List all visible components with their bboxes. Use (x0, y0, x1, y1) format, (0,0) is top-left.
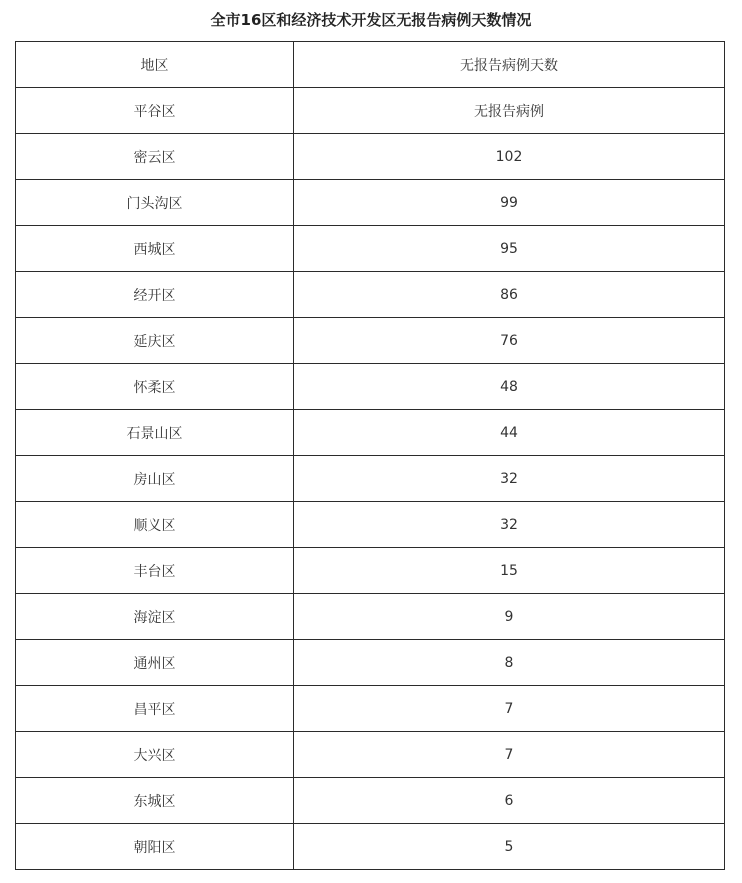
table-row (16, 226, 725, 272)
table-row (16, 180, 725, 226)
table-row (16, 778, 725, 824)
district-cell: 延庆区 (16, 318, 294, 364)
days-cell: 32 (294, 456, 725, 502)
days-cell: 8 (294, 640, 725, 686)
data-table (15, 41, 725, 870)
days-cell: 7 (294, 732, 725, 778)
days-cell: 95 (294, 226, 725, 272)
days-cell: 32 (294, 502, 725, 548)
district-cell: 密云区 (16, 134, 294, 180)
district-cell: 东城区 (16, 778, 294, 824)
table-row (16, 88, 725, 134)
days-cell: 9 (294, 594, 725, 640)
table-row (16, 640, 725, 686)
days-cell: 86 (294, 272, 725, 318)
table-header-row (16, 42, 725, 88)
days-cell: 6 (294, 778, 725, 824)
table-row (16, 364, 725, 410)
table-row (16, 594, 725, 640)
district-cell: 朝阳区 (16, 824, 294, 870)
table-row (16, 548, 725, 594)
header-days: 无报告病例天数 (294, 42, 725, 88)
days-cell: 48 (294, 364, 725, 410)
days-cell: 44 (294, 410, 725, 456)
district-cell: 大兴区 (16, 732, 294, 778)
district-cell: 通州区 (16, 640, 294, 686)
table-row (16, 272, 725, 318)
district-cell: 西城区 (16, 226, 294, 272)
table-row (16, 502, 725, 548)
days-cell: 无报告病例 (294, 88, 725, 134)
days-cell: 99 (294, 180, 725, 226)
district-cell: 顺义区 (16, 502, 294, 548)
table-row (16, 686, 725, 732)
header-district: 地区 (16, 42, 294, 88)
district-cell: 门头沟区 (16, 180, 294, 226)
district-cell: 房山区 (16, 456, 294, 502)
district-cell: 平谷区 (16, 88, 294, 134)
district-cell: 海淀区 (16, 594, 294, 640)
table-row (16, 134, 725, 180)
table-row (16, 318, 725, 364)
district-cell: 经开区 (16, 272, 294, 318)
district-cell: 昌平区 (16, 686, 294, 732)
days-cell: 102 (294, 134, 725, 180)
days-cell: 76 (294, 318, 725, 364)
district-cell: 石景山区 (16, 410, 294, 456)
table-row (16, 732, 725, 778)
days-cell: 15 (294, 548, 725, 594)
page-title: 全市16区和经济技术开发区无报告病例天数情况 (210, 11, 532, 29)
days-cell: 7 (294, 686, 725, 732)
district-cell: 丰台区 (16, 548, 294, 594)
district-cell: 怀柔区 (16, 364, 294, 410)
table-row (16, 824, 725, 870)
days-cell: 5 (294, 824, 725, 870)
table-row (16, 456, 725, 502)
table-row (16, 410, 725, 456)
